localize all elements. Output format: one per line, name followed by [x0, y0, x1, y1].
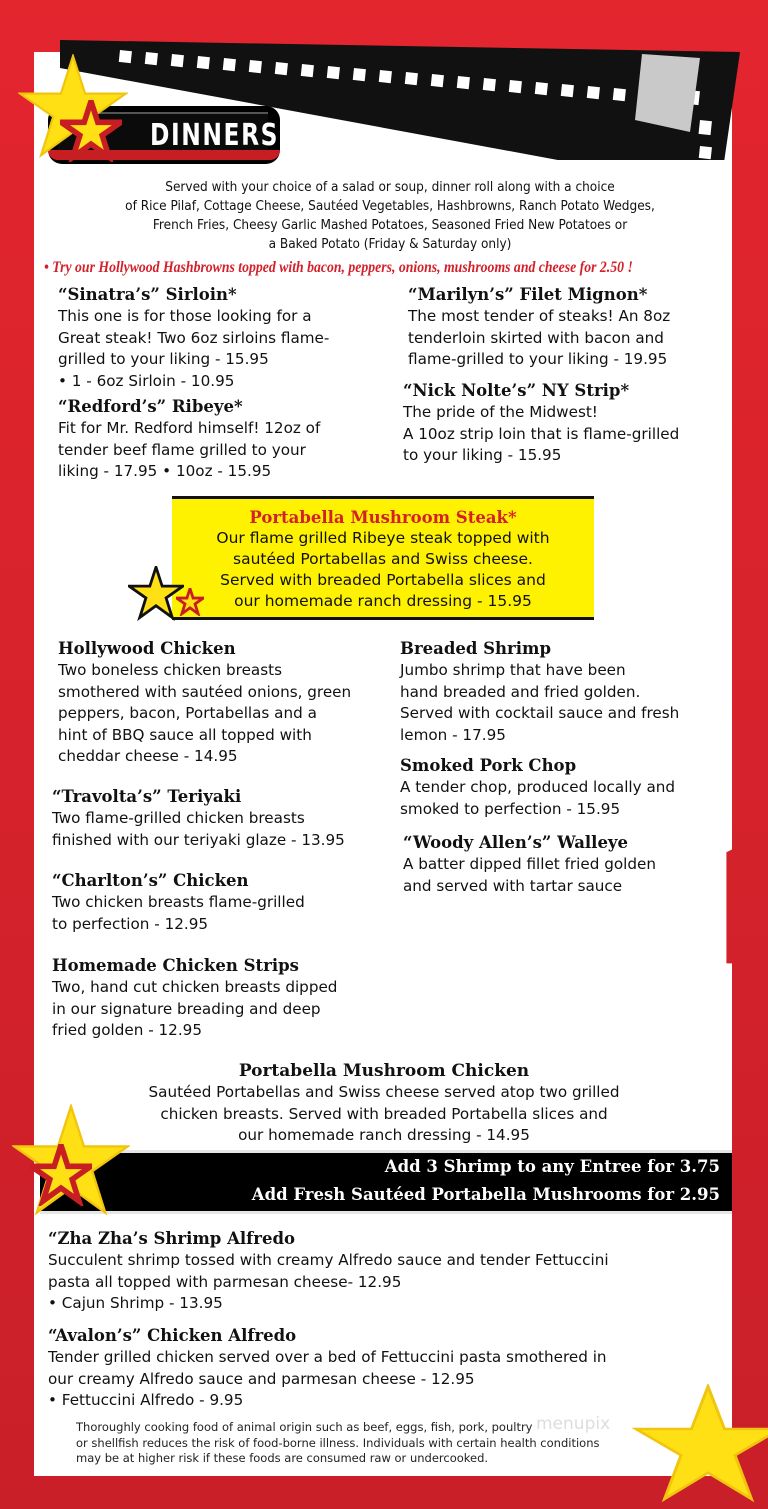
item-description: Sautéed Portabellas and Swiss cheese served atop two grilled chicken breasts. Served with breaded Portabella slices and our homemade ranch dressing - 14.95: [148, 1083, 620, 1144]
item-description: A batter dipped fillet fried golden and served with tartar sauce: [403, 855, 656, 895]
item-description: Two chicken breasts flame-grilled to perfection - 12.95: [52, 893, 305, 933]
item-description: Succulent shrimp tossed with creamy Alfredo sauce and tender Fettuccini pasta all topped with parmesan cheese- 12.95 • Cajun Shrimp - 13.95: [48, 1251, 609, 1312]
item-name: “Marilyn’s” Filet Mignon*: [408, 285, 648, 304]
item-description: Two flame-grilled chicken breasts finished with our teriyaki glaze - 13.95: [52, 809, 345, 849]
item-name: Portabella Mushroom Steak*: [249, 508, 517, 527]
menu-item-breaded-shrimp: [400, 638, 679, 746]
item-name: Smoked Pork Chop: [400, 756, 577, 775]
red-star-icon: [60, 100, 122, 162]
page-title: DINNERS: [150, 118, 280, 153]
item-description: Tender grilled chicken served over a bed of Fettuccini pasta smothered in our creamy Alfredo sauce and parmesan cheese - 12.95 • Fettuccini Alfredo - 9.95: [48, 1348, 607, 1409]
item-name: “Woody Allen’s” Walleye: [403, 833, 629, 852]
item-description: A tender chop, produced locally and smoked to perfection - 15.95: [400, 778, 676, 818]
menu-item-charlton-chicken: [52, 870, 305, 935]
small-red-star-icon: [176, 588, 204, 616]
item-description: The pride of the Midwest! A 10oz strip loin that is flame-grilled to your liking - 15.95: [403, 403, 680, 464]
item-name: Homemade Chicken Strips: [52, 956, 299, 975]
item-description: The most tender of steaks! An 8oz tenderloin skirted with bacon and flame-grilled to your liking - 19.95: [408, 307, 671, 368]
item-name: “Avalon’s” Chicken Alfredo: [48, 1326, 297, 1345]
menu-item-travolta-teriyaki: [52, 786, 345, 851]
addon-shrimp: Add 3 Shrimp to any Entree for 3.75: [384, 1157, 720, 1176]
item-name: Breaded Shrimp: [400, 639, 552, 658]
item-description: This one is for those looking for a Great steak! Two 6oz sirloins flame- grilled to your liking - 15.95 • 1 - 6oz Sirloin - 10.95: [58, 307, 330, 390]
hashbrowns-promo: • Try our Hollywood Hashbrowns topped with bacon, peppers, onions, mushrooms and cheese for 2.50 !: [44, 259, 633, 276]
item-name: “Zha Zha’s Shrimp Alfredo: [48, 1229, 295, 1248]
sides-intro: Served with your choice of a salad or soup, dinner roll along with a choice of Rice Pilaf, Cottage Cheese, Sautéed Vegetables, Hashbrowns, Ranch Potato Wedges, French Fries, Cheesy Garlic Mashed Potatoes, Seasoned Fried New Potatoes or a Baked Potato (Friday & Saturday only): [125, 180, 655, 252]
item-name: “Charlton’s” Chicken: [52, 871, 249, 890]
food-safety-disclaimer: Thoroughly cooking food of animal origin such as beef, eggs, fish, pork, poultry or shellfish reduces the risk of food-borne illness. Individuals with certain health conditions may be at higher risk if these foods are consumed raw or undercooked.: [76, 1420, 600, 1465]
item-name: “Nick Nolte’s” NY Strip*: [403, 381, 630, 400]
menu-item-chicken-strips: [52, 955, 337, 1042]
menu-item-hollywood-chicken: [58, 638, 351, 768]
menu-item-nolte-strip: [403, 380, 679, 467]
item-description: Two, hand cut chicken breasts dipped in our signature breading and deep fried golden - 12.95: [52, 978, 338, 1039]
item-name: “Redford’s” Ribeye*: [58, 397, 243, 416]
menu-item-pork-chop: [400, 755, 675, 820]
addon-mushrooms: Add Fresh Sautéed Portabella Mushrooms for 2.95: [251, 1185, 720, 1204]
item-name: Portabella Mushroom Chicken: [238, 1061, 530, 1081]
item-description: Our flame grilled Ribeye steak topped with sautéed Portabellas and Swiss cheese. Served with breaded Portabella slices and our homemade ranch dressing - 15.95: [216, 529, 550, 610]
item-name: Hollywood Chicken: [58, 639, 236, 658]
watermark: menupix: [536, 1414, 611, 1434]
menu-item-marilyn-filet: [408, 284, 670, 371]
menu-item-zhazha-alfredo: [48, 1228, 609, 1315]
gold-star-icon: [618, 1384, 768, 1509]
item-description: Fit for Mr. Redford himself! 12oz of tender beef flame grilled to your liking - 17.95 • 10oz - 15.95: [58, 419, 321, 480]
addons-bar: [40, 1150, 732, 1214]
item-description: Two boneless chicken breasts smothered with sautéed onions, green peppers, bacon, Portabellas and a hint of BBQ sauce all topped with cheddar cheese - 14.95: [58, 661, 352, 765]
red-star-icon: [30, 1144, 92, 1206]
menu-item-portabella-chicken: [70, 1060, 698, 1147]
menu-item-sinatra-sirloin: [58, 284, 329, 392]
item-name: “Sinatra’s” Sirloin*: [58, 285, 237, 304]
menu-item-redford-ribeye: [58, 396, 320, 483]
item-description: Jumbo shrimp that have been hand breaded and fried golden. Served with cocktail sauce and fresh lemon - 17.95: [400, 661, 680, 744]
menu-item-walleye: [403, 832, 656, 897]
featured-portabella-steak: [172, 496, 594, 620]
item-name: “Travolta’s” Teriyaki: [52, 787, 242, 806]
menu-item-avalon-alfredo: [48, 1325, 607, 1412]
